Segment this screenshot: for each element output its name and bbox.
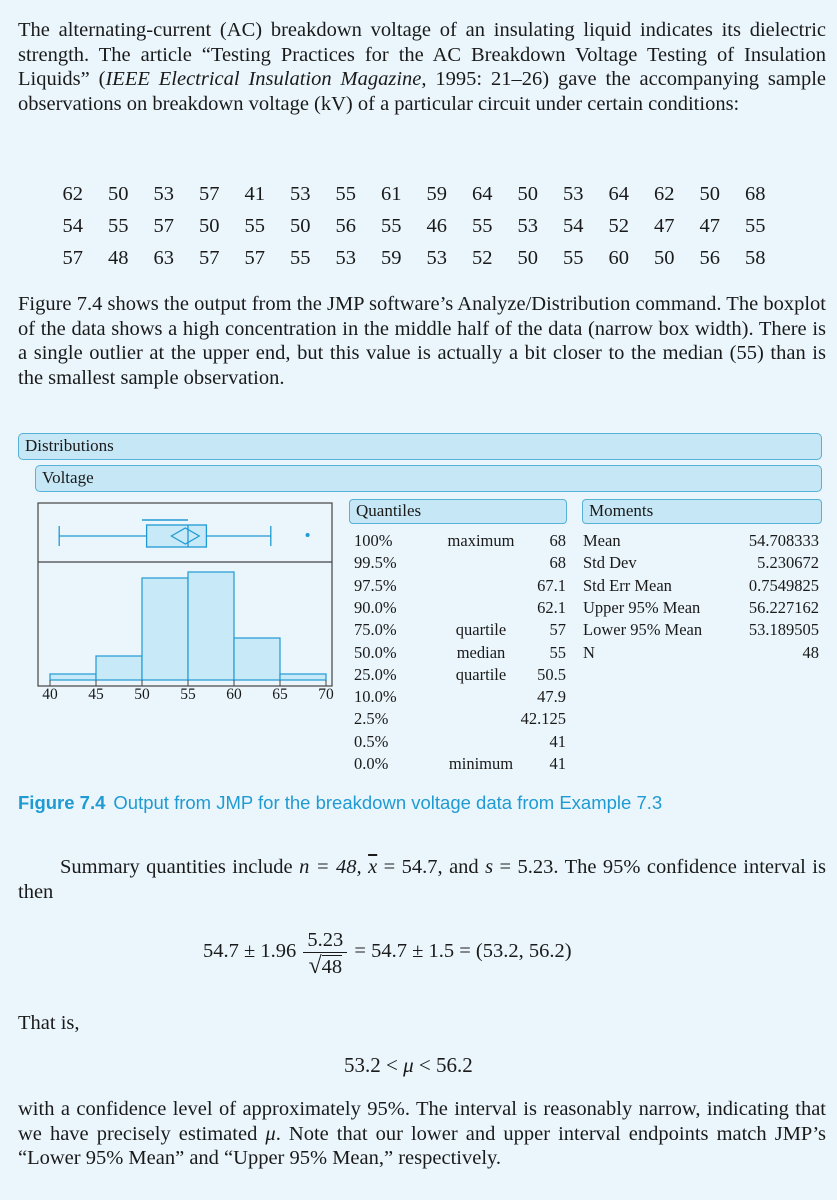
- quantile-row: [354, 665, 566, 688]
- histogram-bar: [142, 578, 188, 680]
- quantile-pct: 0.0%: [354, 754, 389, 773]
- data-value: 62: [654, 182, 675, 205]
- ineq-right: < 56.2: [413, 1053, 473, 1077]
- data-row: [50, 210, 778, 242]
- mu-symbol: μ: [403, 1053, 414, 1077]
- quantile-pct: 90.0%: [354, 597, 397, 617]
- data-value: 61: [381, 182, 402, 205]
- quantile-value: 41: [549, 754, 566, 773]
- data-value: 55: [335, 182, 356, 205]
- quantile-label: maximum: [447, 531, 515, 550]
- moment-row: [583, 643, 819, 666]
- data-value: 62: [62, 182, 83, 205]
- data-value: 53: [517, 214, 538, 237]
- data-value: 68: [745, 182, 766, 205]
- quantile-pct: 2.5%: [354, 709, 389, 729]
- quantile-pct: 99.5%: [354, 553, 397, 573]
- box-iqr: [147, 525, 207, 547]
- moment-value: 48: [802, 642, 819, 662]
- x-tick-label: 55: [180, 686, 196, 700]
- data-value: 55: [563, 246, 584, 269]
- data-value: 47: [699, 214, 720, 237]
- figure-description-paragraph: Figure 7.4 shows the output from the JMP software’s Analyze/Distribution command. The boxplot of the data shows a high concentration in the middle half of the data (narrow box width). There is a single outlier at the upper end, but this value is actually a bit closer to the median (55) than is the smallest sample observation.: [18, 293, 826, 389]
- summary-text-c: = 5.23. The 95% confidence interval is then: [18, 856, 826, 903]
- quantile-row: [354, 687, 566, 710]
- intro-paragraph: [18, 18, 826, 116]
- moment-label: Std Err Mean: [583, 575, 672, 595]
- intro-text-a: The alternating-current (AC) breakdown voltage of an insulating liquid indicates its dielectric strength. The article “Testing Practices for the AC Breakdown Voltage Testing of Insulation Liquids” (: [18, 19, 826, 90]
- x-tick-label: 45: [88, 686, 104, 700]
- quantile-row: [354, 643, 566, 666]
- data-value: 59: [381, 246, 402, 269]
- moment-value: 0.7549825: [748, 575, 819, 595]
- conclusion-paragraph: [18, 1097, 826, 1171]
- data-value: 60: [608, 246, 629, 269]
- quantile-label: median: [456, 642, 506, 662]
- data-value: 55: [472, 214, 493, 237]
- distributions-header[interactable]: Distributions: [18, 433, 822, 460]
- ineq-left: 53.2 <: [344, 1053, 404, 1077]
- data-row: [50, 242, 778, 274]
- data-value: 55: [244, 214, 265, 237]
- quantile-pct: 25.0%: [354, 664, 397, 684]
- moment-value: 5.230672: [757, 553, 819, 573]
- caption-text: Output from JMP for the breakdown voltage data from Example 7.3: [113, 792, 663, 813]
- data-value: 46: [426, 214, 447, 237]
- quantile-row: [354, 754, 566, 777]
- moment-row: [583, 576, 819, 599]
- summary-paragraph: [18, 855, 826, 904]
- moment-label: N: [583, 642, 595, 662]
- data-value: 58: [745, 246, 766, 269]
- quantiles-header[interactable]: Quantiles: [349, 499, 567, 524]
- data-value: 55: [745, 214, 766, 237]
- data-table: [50, 178, 778, 274]
- histogram-bar: [50, 674, 96, 680]
- moment-value: 54.708333: [748, 531, 819, 550]
- x-tick-label: 70: [318, 686, 334, 700]
- quantile-label: quartile: [455, 664, 507, 684]
- interval-inequality: [344, 1053, 473, 1078]
- data-value: 48: [108, 246, 129, 269]
- formula-left: 54.7 ± 1.96: [203, 939, 297, 962]
- moment-row: [583, 553, 819, 576]
- quantile-value: 55: [549, 642, 566, 662]
- quantile-value: 47.9: [537, 687, 566, 707]
- moment-row: [583, 620, 819, 643]
- histogram-bar: [234, 638, 280, 680]
- quantile-pct: 100%: [354, 531, 393, 550]
- conclusion-text-a: with a confidence level of approximately 95%. The interval is reasonably narrow, indicating that we have precisely estimated: [18, 1098, 826, 1145]
- data-value: 53: [290, 182, 311, 205]
- data-value: 57: [244, 246, 265, 269]
- quantile-row: [354, 598, 566, 621]
- moment-label: Std Dev: [583, 553, 637, 573]
- moment-value: 56.227162: [748, 597, 819, 617]
- histogram-boxplot-chart: [30, 500, 340, 700]
- confidence-interval-formula: [203, 928, 572, 980]
- quantile-pct: 10.0%: [354, 687, 397, 707]
- quantile-pct: 0.5%: [354, 731, 389, 751]
- quantile-row: [354, 531, 566, 554]
- conclusion-text-b: . Note that our lower and upper interval endpoints match JMP’s “Lower 95% Mean” and “Upper 95% Mean,” respectively.: [18, 1122, 826, 1169]
- x-tick-label: 40: [42, 686, 58, 700]
- data-value: 50: [517, 246, 538, 269]
- data-value: 50: [699, 182, 720, 205]
- quantile-pct: 75.0%: [354, 620, 397, 640]
- data-value: 53: [153, 182, 174, 205]
- quantile-row: [354, 732, 566, 755]
- quantile-value: 68: [549, 531, 566, 550]
- sqrt-symbol: √: [308, 953, 322, 979]
- moments-header[interactable]: Moments: [582, 499, 822, 524]
- formula-numerator: 5.23: [303, 928, 347, 953]
- summary-text-a: Summary quantities include: [60, 856, 300, 878]
- data-value: 55: [381, 214, 402, 237]
- data-value: 56: [335, 214, 356, 237]
- journal-name: IEEE Electrical Insulation Magazine: [105, 68, 422, 90]
- data-value: 57: [199, 182, 220, 205]
- quantile-row: [354, 709, 566, 732]
- intro-text-b: , 1995: 21–26) gave the accompanying sample observations on breakdown voltage (kV) of a particular circuit under certain conditions:: [18, 68, 826, 115]
- moment-row: [583, 598, 819, 621]
- data-value: 53: [335, 246, 356, 269]
- histogram-bar: [188, 572, 234, 680]
- quantile-label: quartile: [455, 620, 507, 640]
- data-value: 64: [608, 182, 629, 205]
- data-value: 59: [426, 182, 447, 205]
- moment-label: Lower 95% Mean: [583, 620, 703, 640]
- quantile-value: 41: [549, 731, 566, 751]
- data-value: 57: [153, 214, 174, 237]
- quantile-value: 57: [549, 620, 566, 640]
- moment-value: 53.189505: [748, 620, 819, 640]
- data-value: 50: [108, 182, 129, 205]
- quantile-row: [354, 576, 566, 599]
- s-symbol: s: [485, 856, 494, 878]
- data-value: 47: [654, 214, 675, 237]
- moment-label: Upper 95% Mean: [583, 597, 701, 617]
- quantile-value: 42.125: [520, 709, 566, 729]
- quantile-value: 68: [549, 553, 566, 573]
- data-value: 41: [244, 182, 265, 205]
- data-value: 55: [108, 214, 129, 237]
- data-value: 63: [153, 246, 174, 269]
- quantile-label: minimum: [448, 754, 514, 773]
- data-value: 53: [563, 182, 584, 205]
- quantile-row: [354, 553, 566, 576]
- data-value: 53: [426, 246, 447, 269]
- data-value: 52: [472, 246, 493, 269]
- formula-right: = 54.7 ± 1.5 = (53.2, 56.2): [354, 939, 572, 962]
- data-value: 57: [62, 246, 83, 269]
- quantile-row: [354, 620, 566, 643]
- quantile-value: 62.1: [537, 597, 566, 617]
- data-value: 50: [199, 214, 220, 237]
- x-tick-label: 50: [134, 686, 150, 700]
- quantile-value: 67.1: [537, 575, 566, 595]
- histogram-bar: [280, 674, 326, 680]
- data-value: 56: [699, 246, 720, 269]
- that-is-text: That is,: [18, 1012, 80, 1034]
- quantile-value: 50.5: [537, 664, 566, 684]
- mu-symbol-2: μ: [265, 1122, 276, 1145]
- voltage-header[interactable]: Voltage: [35, 465, 822, 492]
- data-value: 64: [472, 182, 493, 205]
- data-value: 50: [290, 214, 311, 237]
- xbar-symbol: $\overline{x}$: [368, 856, 378, 878]
- caption-label: Figure 7.4: [18, 792, 106, 813]
- figure-caption: [18, 792, 662, 814]
- moment-label: Mean: [583, 531, 621, 550]
- summary-text-b: = 54.7, and: [377, 856, 486, 878]
- x-tick-label: 60: [226, 686, 242, 700]
- data-row: [50, 178, 778, 210]
- moment-row: [583, 531, 819, 554]
- data-value: 54: [563, 214, 584, 237]
- data-value: 57: [199, 246, 220, 269]
- n-equals: n = 48,: [299, 856, 369, 878]
- data-value: 54: [62, 214, 83, 237]
- data-value: 50: [517, 182, 538, 205]
- data-value: 50: [654, 246, 675, 269]
- data-value: 55: [290, 246, 311, 269]
- x-tick-label: 65: [272, 686, 288, 700]
- quantile-pct: 50.0%: [354, 642, 397, 662]
- quantile-pct: 97.5%: [354, 575, 397, 595]
- data-value: 52: [608, 214, 629, 237]
- histogram-bar: [96, 656, 142, 680]
- outlier-point: [306, 533, 310, 537]
- formula-root-arg: 48: [321, 956, 343, 978]
